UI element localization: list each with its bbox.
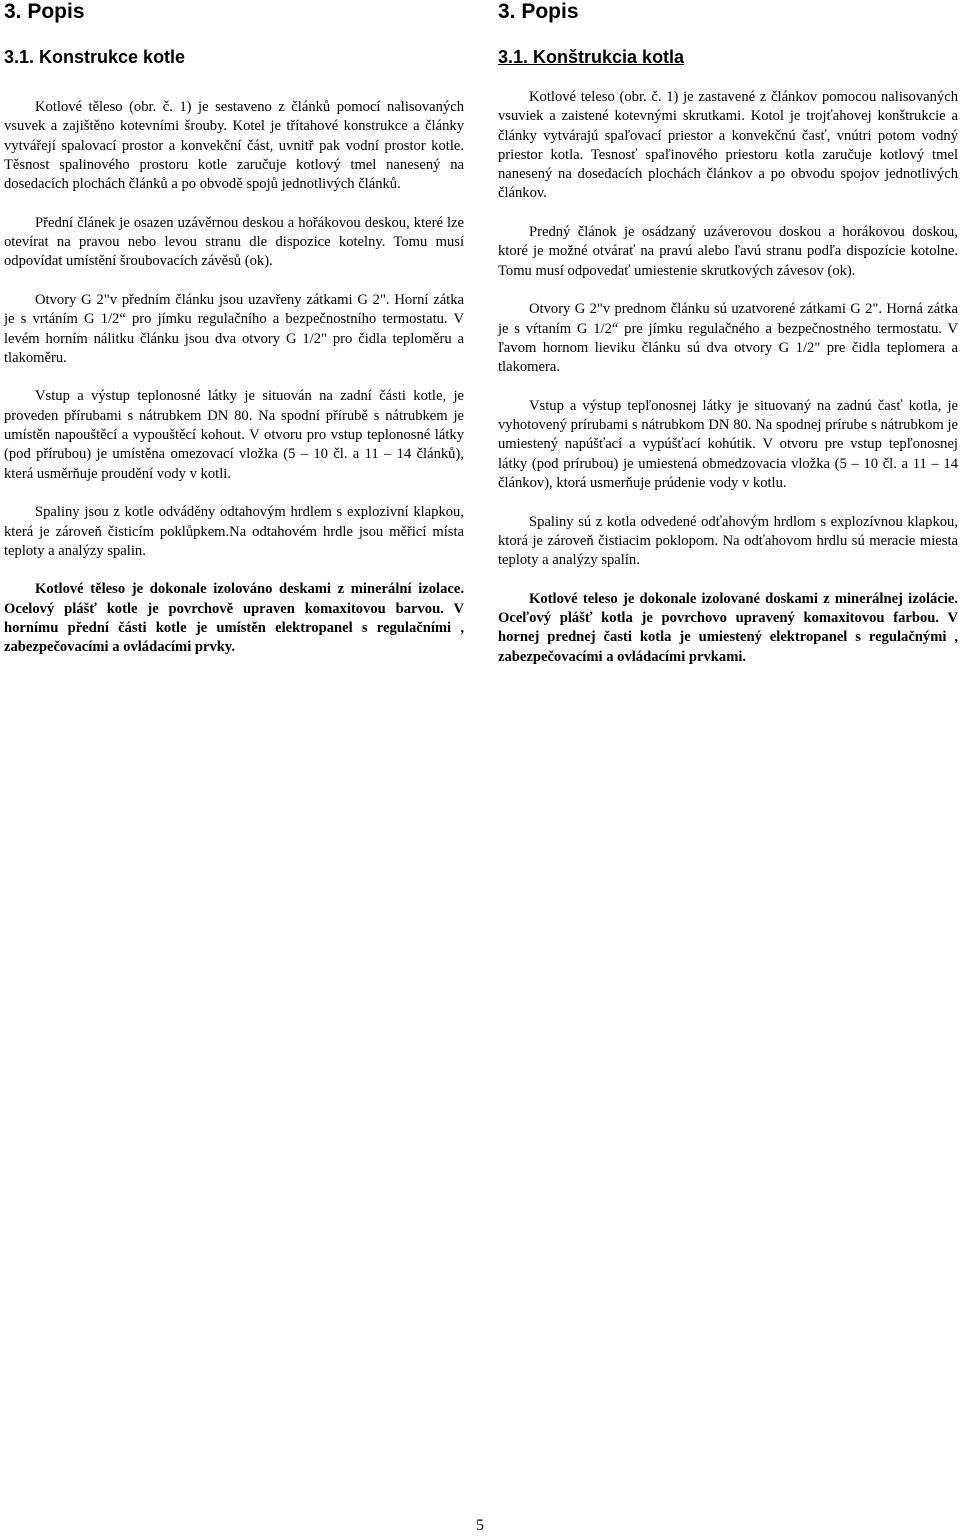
body-text (4, 98, 464, 677)
paragraph-flue-gas: Spaliny sú z kotla odvedené odťahovým hrdlom s explozívnou klapkou, ktorá je zároveň čistiacim poklopom. Na odťahovom hrdlu sú meracie miesta teploty a analýzy spalín. (498, 513, 958, 569)
paragraph-openings: Otvory G 2"v prednom článku sú uzatvorené zátkami G 2". Horná zátka je s vŕtaním G 1/2“ pre jímku regulačného a bezpečnostného termostatu. V ľavom hornom lieviku článku sú dva otvory G 1/2" pre čidla teplomera a tlakomera. (498, 301, 958, 376)
paragraph-insulation: Kotlové těleso je dokonale izolováno deskami z minerální izolace. Ocelový plášť kotle je povrchově upraven komaxitovou barvou. V hornímu přední části kotle je umístěn elektropanel s regulačními , zabezpečovacími a ovládacími prvky. (4, 581, 464, 656)
paragraph-insulation: Kotlové teleso je dokonale izolované doskami z minerálnej izolácie. Oceľový plášť kotla je povrchovo upravený komaxitovou farbou. V hornej prednej časti kotla je umiestený elektropanel s regulačnými , zabezpečovacími a ovládacími prvkami. (498, 590, 958, 665)
paragraph-construction: Kotlové těleso (obr. č. 1) je sestaveno z článků pomocí nalisovaných vsuvek a zajištěno kotevními šrouby. Kotel je třítahové konstrukce a články vytvářejí spalovací prostor a konvekční část, uvnitř pak vodní prostor kotle. Těsnost spalinového prostoru kotle zaručuje kotlový tmel nanesený na dosedacích plochách článků a po obvodě spojů jednotlivých článků. (4, 99, 464, 193)
paragraph-front-section: Přední článek je osazen uzávěrnou deskou a hořákovou deskou, které lze otevírat na pravou nebo levou stranu dle dispozice kotelny. Tomu musí odpovídat umístění šroubovacích závěsů (ok). (4, 214, 464, 270)
paragraph-inlet-outlet: Vstup a výstup teplonosné látky je situován na zadní části kotle, je proveden přírubami s nátrubkem DN 80. Na spodní přírubě s nátrubkem je umístěn napouštěcí a vypouštěcí kohout. V otvoru pro vstup teplonosné látky (pod přírubou) je umístěna omezovací vložka (5 – 10 čl. a 11 – 14 článků), která usměrňuje proudění vody v kotli. (4, 388, 464, 482)
paragraph-flue-gas: Spaliny jsou z kotle odváděny odtahovým hrdlem s explozivní klapkou, která je zároveň čisticím poklůpkem.Na odtahovém hrdle jsou měřicí místa teploty a analýzy spalin. (4, 504, 464, 559)
paragraph-front-section: Predný článok je osádzaný uzáverovou doskou a horákovou doskou, ktoré je možné otvárať na pravú alebo ľavú stranu podľa dispozície kotolne. Tomu musí odpovedať umiestenie skrutkových závesov (ok). (498, 224, 958, 279)
paragraph-openings: Otvory G 2"v předním článku jsou uzavřeny zátkami G 2". Horní zátka je s vrtáním G 1/2“ pro jímku regulačního a bezpečnostního termostatu. V levém horním nálitku článku jsou dva otvory G 1/2" pro čidla teploměru a tlakoměru. (4, 291, 464, 366)
section-heading: 3. Popis (4, 0, 85, 23)
subsection-heading: 3.1. Konštrukcia kotla (498, 47, 685, 67)
section-heading: 3. Popis (498, 0, 579, 23)
subsection-heading: 3.1. Konstrukce kotle (4, 47, 186, 67)
body-text (498, 88, 958, 686)
paragraph-construction: Kotlové teleso (obr. č. 1) je zastavené z článkov pomocou nalisovaných vsuviek a zaistené kotevnými skrutkami. Kotol je trojťahovej konštrukcie a články vytvárajú spaľovací priestor a konvekčnú časť, vnútri potom vodný priestor kotla. Tesnosť spaľinového priestoru kotla zaručuje kotlový tmel nanesený na dosedacích plochách článkov a po obvodu spojov jednotlivých článkov. (498, 89, 958, 202)
paragraph-inlet-outlet: Vstup a výstup tepľonosnej látky je situovaný na zadnú časť kotla, je vyhotovený prírubami s nátrubkom DN 80. Na spodnej prírube s nátrubkom je umiestený napúšťací a vypúšťací kohútik. V otvoru pre vstup tepľonosnej látky (pod prírubou) je umiestená obmedzovacia vložka (5 – 10 čl. a 11 – 14 článkov), ktorá usmerňuje prúdenie vody v kotlu. (498, 397, 958, 491)
page-number: 5 (476, 1517, 484, 1534)
